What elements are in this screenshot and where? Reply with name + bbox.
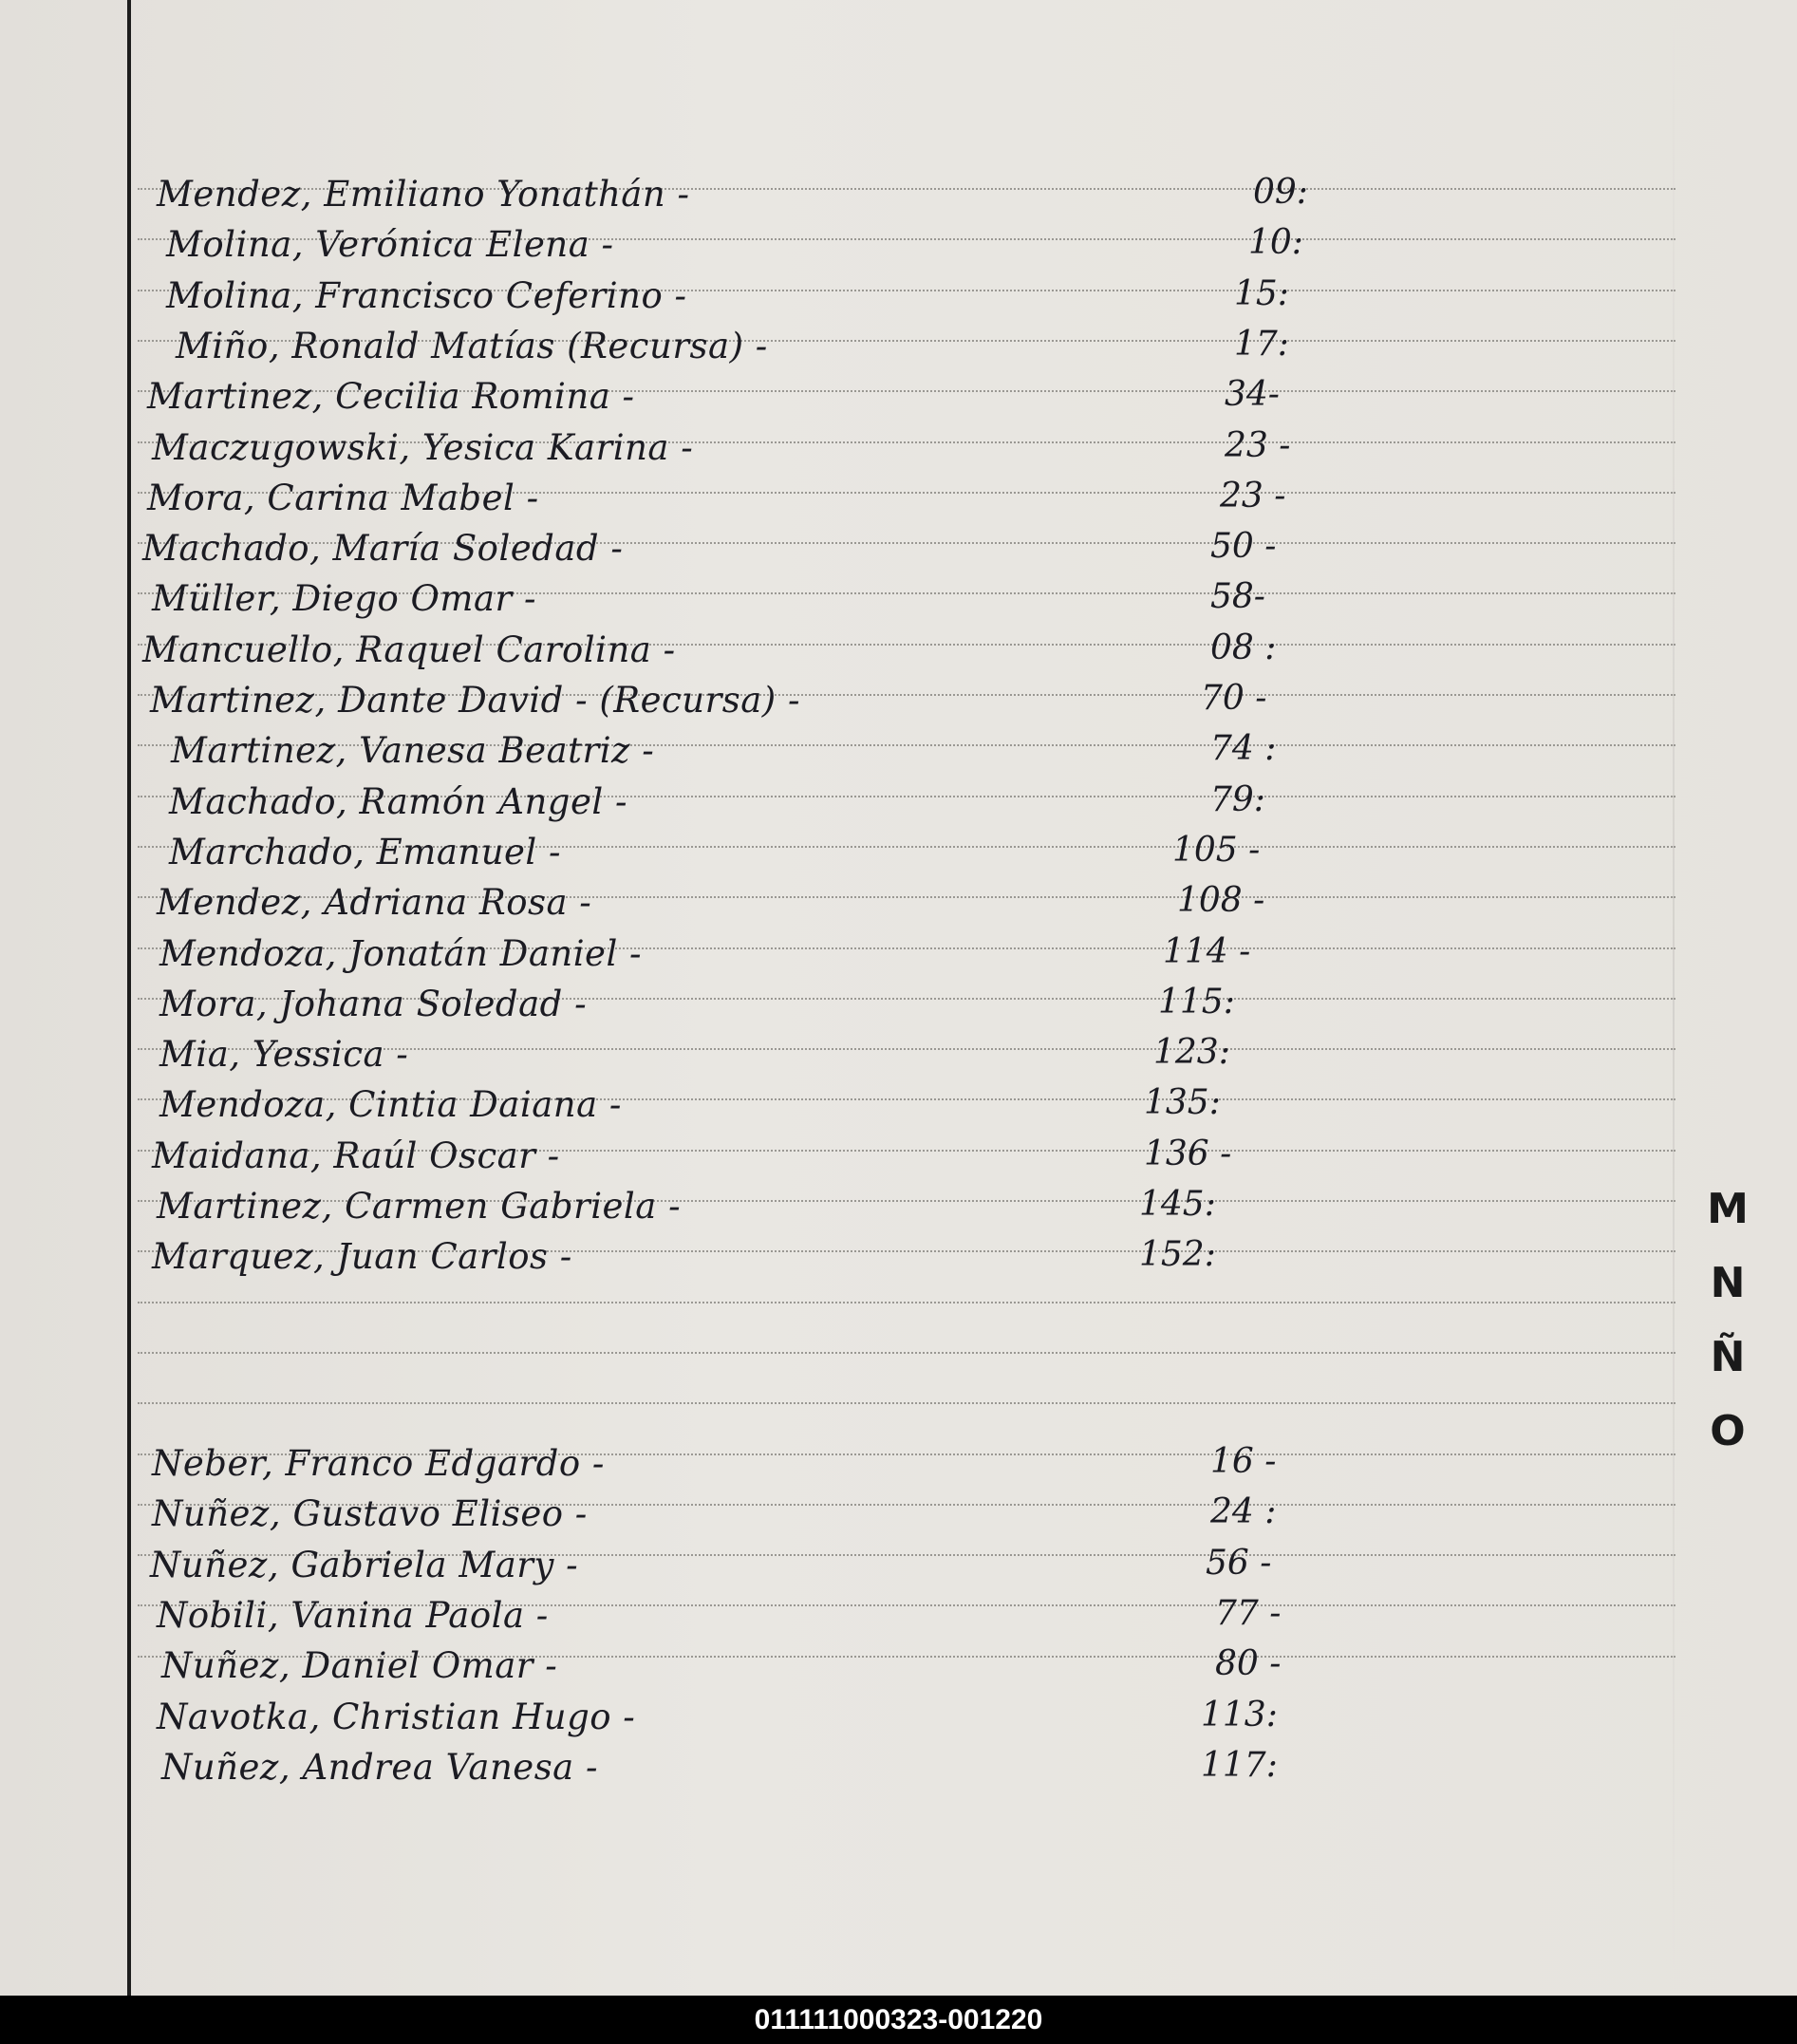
entry-name: Marchado, Emanuel -: [169, 832, 562, 872]
ruled-line: [138, 1302, 1675, 1303]
entry-number: 115:: [1158, 983, 1235, 1022]
entry-name: Nobili, Vanina Paola -: [157, 1595, 549, 1636]
entry-name: Neber, Franco Edgardo -: [152, 1443, 605, 1484]
index-tab-letter[interactable]: O: [1710, 1407, 1746, 1455]
entry-number: 08 :: [1210, 628, 1277, 667]
entry-number: 70 -: [1201, 679, 1267, 718]
entry-name: Marquez, Juan Carlos -: [152, 1236, 572, 1277]
entry-number: 114 -: [1163, 932, 1251, 971]
entry-number: 108 -: [1177, 881, 1265, 920]
entry-number: 113:: [1201, 1696, 1278, 1735]
entry-name: Müller, Diego Omar -: [152, 578, 536, 619]
entry-number: 17:: [1234, 325, 1289, 364]
entry-number: 135:: [1144, 1083, 1221, 1122]
footer-bar: [0, 1996, 1797, 2044]
entry-number: 77 -: [1215, 1594, 1282, 1633]
entry-name: Maidana, Raúl Oscar -: [152, 1135, 560, 1176]
entry-name: Mendoza, Cintia Daiana -: [159, 1084, 622, 1125]
entry-number: 23 -: [1225, 426, 1291, 465]
ruled-line: [138, 1352, 1675, 1354]
entry-number: 10:: [1248, 223, 1303, 262]
entry-number: 105 -: [1172, 831, 1261, 870]
ruled-line: [138, 1402, 1675, 1404]
entry-name: Molina, Francisco Ceferino -: [166, 275, 687, 316]
entry-number: 09:: [1253, 173, 1308, 212]
entry-name: Machado, Ramón Angel -: [169, 781, 627, 822]
index-tab-letter[interactable]: M: [1707, 1185, 1749, 1233]
entry-name: Maczugowski, Yesica Karina -: [152, 427, 694, 468]
entry-number: 123:: [1153, 1033, 1230, 1072]
entry-name: Mendez, Emiliano Yonathán -: [157, 174, 690, 215]
entry-name: Mendoza, Jonatán Daniel -: [159, 933, 643, 974]
entry-name: Mendez, Adriana Rosa -: [157, 882, 592, 923]
alphabet-index-tabs[interactable]: [1690, 1172, 1766, 1469]
entry-number: 23 -: [1220, 477, 1286, 516]
entry-name: Nuñez, Gustavo Eliseo -: [152, 1493, 588, 1534]
entry-name: Molina, Verónica Elena -: [166, 224, 614, 265]
entry-number: 80 -: [1215, 1644, 1282, 1683]
entry-name: Navotka, Christian Hugo -: [157, 1697, 636, 1737]
entry-name: Martinez, Carmen Gabriela -: [157, 1186, 682, 1227]
entry-name: Mora, Johana Soledad -: [159, 984, 588, 1024]
entry-name: Martinez, Vanesa Beatriz -: [171, 730, 655, 771]
entry-name: Miño, Ronald Matías (Recursa) -: [176, 326, 768, 366]
entry-number: 58-: [1210, 577, 1265, 616]
entry-number: 34-: [1225, 375, 1280, 414]
entry-number: 117:: [1201, 1746, 1278, 1785]
index-tab-letter[interactable]: N: [1710, 1259, 1746, 1307]
index-tab-letter[interactable]: Ñ: [1710, 1333, 1746, 1381]
entry-name: Mancuello, Raquel Carolina -: [142, 629, 676, 670]
entry-name: Martinez, Cecilia Romina -: [147, 376, 635, 417]
entry-name: Nuñez, Daniel Omar -: [161, 1645, 558, 1686]
entry-number: 152:: [1139, 1235, 1216, 1274]
entry-name: Nuñez, Andrea Vanesa -: [161, 1747, 599, 1788]
entry-name: Nuñez, Gabriela Mary -: [150, 1545, 579, 1585]
entry-number: 79:: [1210, 780, 1265, 819]
entry-number: 56 -: [1206, 1544, 1272, 1583]
entry-number: 24 :: [1210, 1492, 1277, 1531]
entry-number: 145:: [1139, 1185, 1216, 1224]
entry-number: 16 -: [1210, 1442, 1277, 1481]
margin-line: [127, 0, 131, 1996]
entry-number: 74 :: [1210, 729, 1277, 768]
entry-name: Martinez, Dante David - (Recursa) -: [150, 680, 800, 721]
entry-number: 136 -: [1144, 1135, 1232, 1173]
entry-number: 50 -: [1210, 527, 1277, 566]
entry-name: Machado, María Soledad -: [142, 528, 624, 569]
entry-name: Mora, Carina Mabel -: [147, 478, 539, 518]
entry-number: 15:: [1234, 274, 1289, 313]
document-id: 011111000323-001220: [754, 2004, 1043, 2035]
entry-name: Mia, Yessica -: [159, 1034, 409, 1075]
